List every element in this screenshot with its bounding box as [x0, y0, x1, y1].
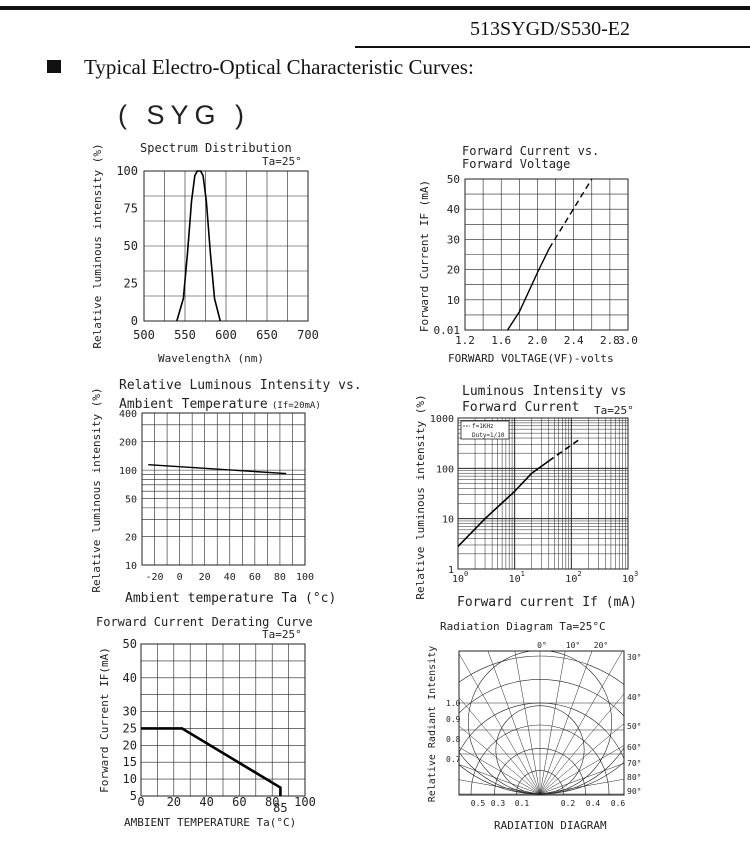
derating-y-tick: 20	[122, 738, 137, 753]
spectrum-y-tick: 100	[116, 164, 138, 178]
iv-y-tick: 30	[446, 233, 460, 247]
iv-y-tick: 10	[446, 293, 460, 307]
part-number: 513SYGD/S530-E2	[470, 18, 631, 40]
lum-temp-y-tick: 20	[124, 532, 137, 544]
radiation-angle-label: 20°	[593, 641, 609, 650]
iv-x-tick: 3.0	[618, 334, 638, 347]
radiation-radial-label: 0.7	[446, 755, 461, 764]
lum-current-x-tick: 10	[451, 574, 465, 585]
iv-x-tick: 1.6	[491, 334, 512, 347]
iv-y-tick: 20	[446, 263, 460, 277]
spectrum-x-tick: 650	[256, 328, 278, 342]
lum-current-x-tick-exponent: 3	[634, 570, 639, 578]
spectrum-y-tick: 75	[123, 201, 138, 216]
lum-current-x-tick: 10	[565, 574, 578, 585]
derating-y-tick: 15	[122, 755, 137, 770]
lum-temp-y-tick: 100	[118, 466, 137, 478]
spectrum-x-tick: 550	[174, 328, 196, 342]
radiation-angle-label: 80°	[627, 773, 642, 782]
iv-y-tick: 40	[446, 203, 460, 217]
lum-temp-x-tick: -20	[145, 572, 164, 583]
radiation-radial-label: 0.9	[446, 715, 461, 724]
lum-current-title-line2: Forward Current	[462, 400, 580, 415]
radiation-grid	[340, 540, 740, 849]
lum-current-x-tick-exponent: 0	[464, 570, 469, 578]
radiation-radial-label: 1.0	[446, 699, 461, 708]
spectrum-x-tick: 700	[297, 328, 319, 342]
iv-curve	[508, 248, 550, 330]
derating-y-tick: 10	[122, 772, 137, 787]
iv-x-tick: 2.0	[527, 334, 548, 347]
radiation-angle-label: 40°	[627, 693, 642, 702]
lum-temp-title-line1: Relative Luminous Intensity vs.	[119, 378, 362, 393]
radiation-spoke	[472, 606, 540, 794]
lum-temp-x-tick: 40	[223, 572, 236, 583]
radiation-angle-label: 0°	[537, 641, 547, 650]
lum-temp-frame	[142, 413, 305, 565]
derating-x-tick-85: 85	[273, 801, 288, 815]
lum-current-y-tick: 10	[441, 514, 454, 526]
derating-x-tick: 20	[166, 795, 182, 809]
lum-current-y-tick: 1000	[429, 414, 454, 425]
radiation-bottom-label: 0.3	[490, 799, 506, 808]
lum-current-x-tick-exponent: 2	[577, 570, 582, 578]
derating-y-tick: 30	[122, 704, 137, 719]
lum-current-x-tick-exponent: 1	[520, 570, 525, 578]
radiation-bottom-label: 0.4	[585, 799, 601, 808]
spectrum-note: Ta=25°	[262, 155, 302, 168]
radiation-y-label: Relative Radiant Intensity	[427, 645, 438, 803]
lum-temp-y-tick: 200	[118, 437, 137, 449]
radiation-angle-label: 70°	[627, 759, 642, 768]
lum-temp-x-label: Ambient temperature Ta (°c)	[125, 591, 337, 606]
radiation-spoke	[540, 641, 669, 794]
radiation-angle-label: 50°	[627, 722, 642, 731]
lum-current-x-tick: 10	[508, 574, 521, 585]
lum-current-frame	[458, 418, 628, 569]
derating-x-label: AMBIENT TEMPERATURE Ta(°C)	[124, 816, 297, 829]
iv-x-tick: 1.2	[455, 334, 475, 347]
lum-temp-x-tick: 60	[248, 572, 261, 583]
derating-y-tick: 40	[122, 670, 137, 685]
derating-title: Forward Current Derating Curve	[96, 615, 313, 629]
radiation-bottom-label: 0.5	[470, 799, 486, 808]
lum-temp-y-tick: 400	[118, 409, 137, 420]
lum-current-y-label: Relative luminous intensity (%)	[414, 394, 427, 600]
radiation-bottom-label: 0.1	[514, 799, 530, 808]
lum-temp-y-tick: 10	[124, 561, 137, 572]
spectrum-y-tick: 0	[130, 314, 138, 328]
lum-current-y-tick: 1	[447, 565, 454, 576]
spectrum-y-tick: 25	[123, 276, 138, 291]
lum-temp-x-tick: 80	[273, 572, 286, 583]
derating-x-tick: 60	[232, 795, 247, 809]
spectrum-title: Spectrum Distribution	[140, 141, 292, 155]
iv-y-label: Forward Current IF (mA)	[418, 179, 431, 333]
derating-x-tick: 80	[264, 795, 280, 809]
derating-y-label: Forward Current IF(mA)	[98, 647, 111, 793]
lum-temp-x-tick: 100	[295, 572, 315, 583]
radiation-spoke	[540, 621, 640, 794]
radiation-angle-label: 60°	[627, 743, 642, 752]
radiation-spoke	[387, 665, 540, 794]
derating-x-tick: 0	[137, 795, 145, 809]
radiation-angle-label: 30°	[627, 653, 642, 662]
radiation-bottom-label: 0.2	[560, 799, 576, 808]
iv-y-tick: 0.01	[433, 324, 460, 337]
lum-current-title-line1: Luminous Intensity vs	[462, 384, 627, 399]
radiation-radial-label: 0.8	[446, 735, 461, 744]
iv-y-tick: 50	[446, 173, 460, 186]
iv-x-tick: 2.8	[599, 334, 620, 347]
lum-temp-y-label: Relative luminous intensity (%)	[90, 387, 103, 593]
spectrum-x-tick: 500	[133, 328, 155, 342]
iv-x-label: FORWARD VOLTAGE(VF)-volts	[448, 352, 614, 365]
radiation-spoke	[540, 606, 608, 794]
derating-x-tick: 40	[199, 795, 214, 809]
lum-current-y-tick: 100	[435, 464, 454, 476]
lum-temp-title-line2: Ambient Temperature	[119, 397, 268, 412]
color-code-heading: ( SYG )	[118, 100, 251, 130]
lum-current-x-tick: 10	[621, 574, 635, 585]
spectrum-y-tick: 50	[123, 239, 138, 253]
iv-x-tick: 2.4	[563, 334, 584, 347]
radiation-angle-label: 90°	[627, 787, 642, 796]
radiation-spoke	[540, 665, 693, 794]
spectrum-x-label: Wavelengthλ (nm)	[158, 352, 264, 365]
radiation-angle-label: 10°	[565, 641, 581, 650]
lum-temp-y-tick: 50	[124, 494, 137, 506]
radiation-x-label: RADIATION DIAGRAM	[494, 819, 607, 832]
lum-temp-x-tick: 0	[176, 572, 183, 583]
lum-current-legend-item: f=1KHz	[472, 423, 494, 430]
lum-current-note: Ta=25°	[594, 404, 634, 417]
section-title: Typical Electro-Optical Characteristic Curves:	[84, 55, 474, 79]
derating-y-tick: 25	[122, 721, 137, 736]
lum-temp-x-tick: 20	[198, 572, 211, 583]
radiation-title: Radiation Diagram Ta=25°C	[440, 620, 606, 633]
derating-y-tick: 50	[122, 637, 137, 651]
iv-title-line2: Forward Voltage	[462, 157, 571, 171]
lum-current-legend-item: Duty=1/10	[472, 432, 505, 439]
derating-note: Ta=25°	[262, 628, 302, 641]
radiation-spoke	[367, 694, 540, 794]
spectrum-x-tick: 600	[215, 328, 237, 342]
lum-current-curve-dashed	[549, 438, 582, 461]
radiation-bottom-label: 0.6	[610, 799, 626, 808]
derating-x-tick: 100	[294, 795, 316, 809]
iv-title-line1: Forward Current vs.	[462, 144, 600, 158]
derating-y-tick: 5	[129, 789, 137, 803]
lum-current-x-label: Forward current If (mA)	[457, 595, 638, 610]
spectrum-y-label: Relative luminous intensity (%)	[91, 143, 104, 349]
lum-temp-note: (If=20mA)	[272, 401, 321, 411]
radiation-spoke	[343, 759, 540, 794]
